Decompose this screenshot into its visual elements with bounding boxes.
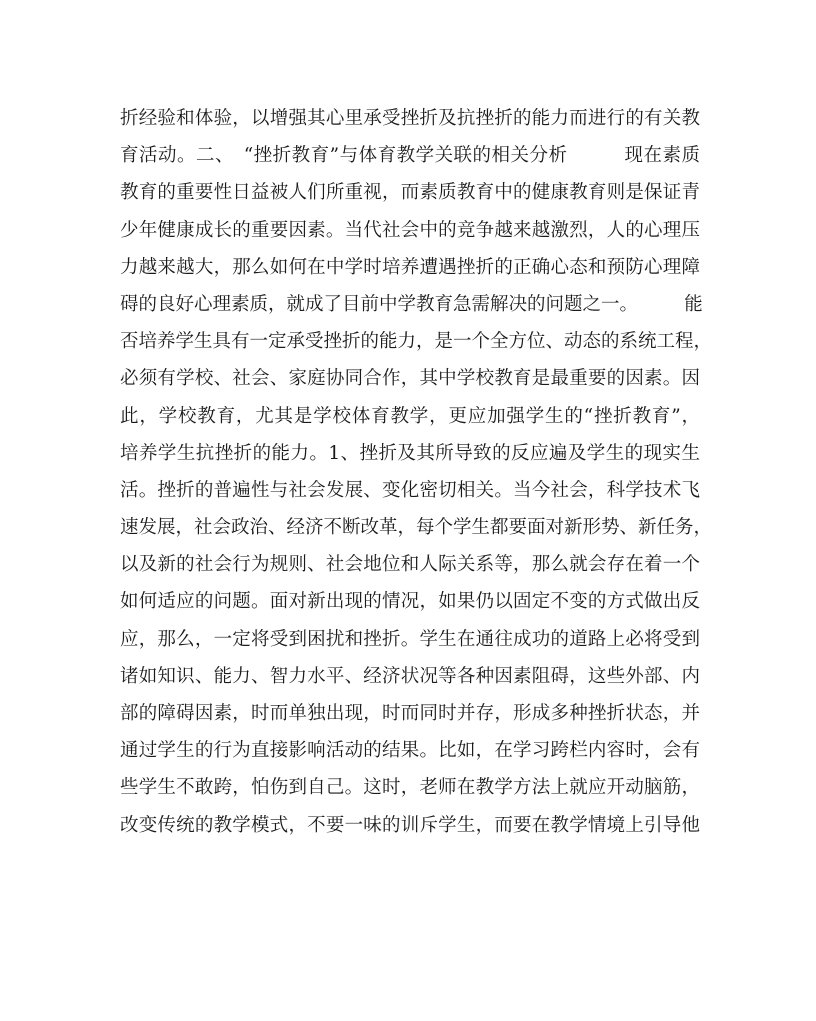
text-line: 诸如知识、能力、智力水平、经济状况等各种因素阻碍，这些外部、内 [120, 665, 700, 687]
text-line: 育活动。二、 “挫折教育”与体育教学关联的相关分析 现在素质 [120, 145, 700, 167]
text-line: 必须有学校、社会、家庭协同合作，其中学校教育是最重要的因素。因 [120, 368, 700, 390]
text-line: 应，那么，一定将受到困扰和挫折。学生在通往成功的道路上必将受到 [120, 628, 700, 650]
text-line: 如何适应的问题。面对新出现的情况，如果仍以固定不变的方式做出反 [120, 591, 700, 613]
text-line: 活。挫折的普遍性与社会发展、变化密切相关。当今社会，科学技术飞 [120, 479, 700, 501]
text-line: 些学生不敢跨，怕伤到自己。这时，老师在教学方法上就应开动脑筋， [120, 777, 700, 799]
text-line: 碍的良好心理素质，就成了目前中学教育急需解决的问题之一。 能 [120, 293, 703, 315]
text-line: 以及新的社会行为规则、社会地位和人际关系等，那么就会存在着一个 [120, 554, 700, 576]
text-line: 教育的重要性日益被人们所重视，而素质教育中的健康教育则是保证青 [120, 182, 700, 204]
text-line: 此，学校教育，尤其是学校体育教学，更应加强学生的“挫折教育”， [120, 405, 700, 427]
text-line: 少年健康成长的重要因素。当代社会中的竞争越来越激烈，人的心理压 [120, 219, 700, 241]
text-line: 力越来越大，那么如何在中学时培养遭遇挫折的正确心态和预防心理障 [120, 256, 700, 278]
text-line: 速发展，社会政治、经济不断改革，每个学生都要面对新形势、新任务， [120, 517, 713, 539]
text-line: 改变传统的教学模式，不要一味的训斥学生，而要在教学情境上引导他 [120, 814, 700, 836]
body-text [120, 100, 713, 844]
text-line: 部的障碍因素，时而单独出现，时而同时并存，形成多种挫折状态，并 [120, 703, 700, 724]
text-line: 否培养学生具有一定承受挫折的能力，是一个全方位、动态的系统工程， [120, 331, 713, 353]
text-line: 折经验和体验，以增强其心里承受挫折及抗挫折的能力而进行的有关教 [120, 108, 700, 129]
text-line: 培养学生抗挫折的能力。1、挫折及其所导致的反应遍及学生的现实生 [120, 442, 700, 464]
text-line: 通过学生的行为直接影响活动的结果。比如，在学习跨栏内容时，会有 [120, 740, 700, 762]
